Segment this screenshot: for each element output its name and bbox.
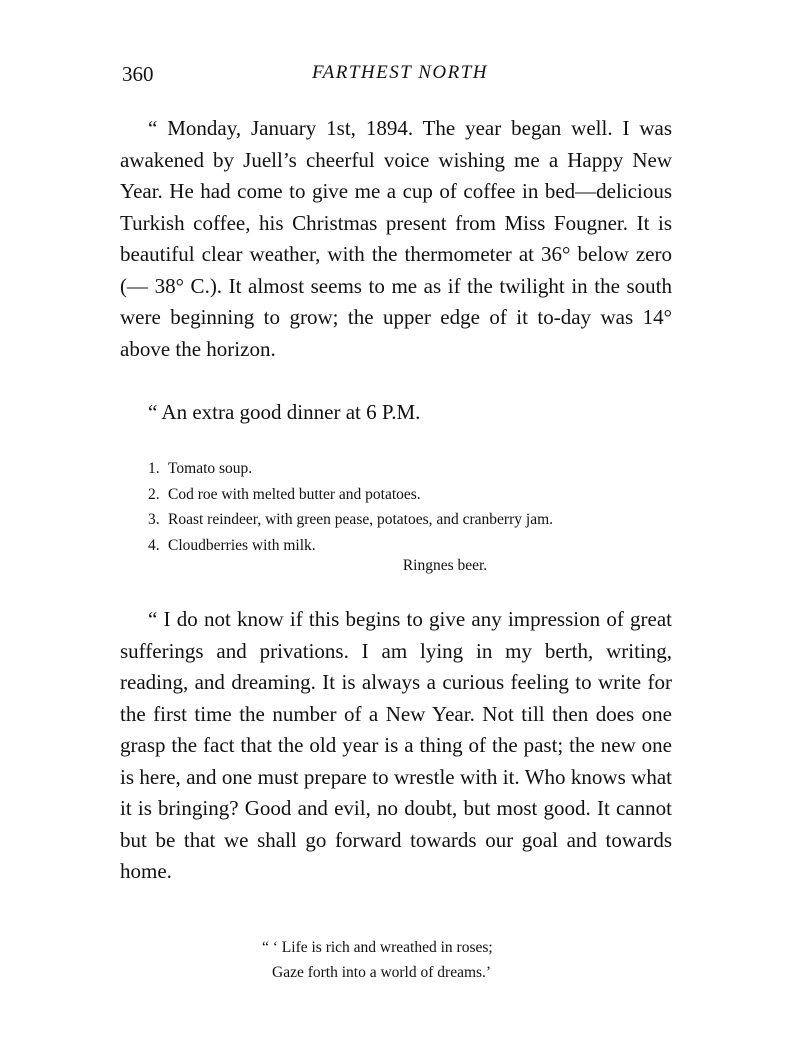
paragraph-block-1 <box>120 113 672 365</box>
paragraph-block-3 <box>120 604 672 888</box>
paragraph-dinner: “ An extra good dinner at 6 P.M. <box>148 400 421 424</box>
menu-item-text: Cod roe with melted butter and potatoes. <box>168 485 421 503</box>
menu-item-text: Tomato soup. <box>168 460 253 477</box>
menu-item-text: Roast reindeer, with green pease, potatoes, and cranberry jam. <box>168 511 554 528</box>
menu-item <box>148 456 553 482</box>
paragraph-reflection: “ I do not know if this begins to give any impression of great sufferings and privations. I am lying in my berth, writing, reading, and dreaming. It is always a curious feeling to write for the first time the number of a New Year. Not till then does one grasp the fact that the old year is a thing of the past; the new one is here, and one must prepare to wrestle with it. Who knows what it is bringing? Good and evil, no doubt, but most good. It cannot but be that we shall go forward towards our goal and towards home. <box>120 607 672 883</box>
paragraph-diary-entry: “ Monday, January 1st, 1894. The year began well. I was awakened by Juell’s cheerful voice wishing me a Happy New Year. He had come to give me a cup of coffee in bed—delicious Turkish coffee, his Christmas present from Miss Fougner. It is beautiful clear weather, with the thermometer at 36° below zero (— 38° C.). It almost seems to me as if the twilight in the south were beginning to grow; the upper edge of it to-day was 14° above the horizon. <box>120 116 672 361</box>
verse-line: “ ‘ Life is rich and wreathed in roses; <box>262 939 493 956</box>
menu-item-text: Cloudberries with milk. <box>168 536 316 554</box>
menu-item-number: 1. <box>148 460 160 477</box>
menu-item-number: 2. <box>148 485 160 503</box>
menu-item <box>148 507 553 533</box>
menu-item-number: 4. <box>148 536 160 554</box>
page-number: 360 <box>122 62 154 86</box>
paragraph-block-2 <box>120 397 672 429</box>
menu-item-number: 3. <box>148 511 160 528</box>
verse-quote <box>262 935 493 985</box>
running-title: FARTHEST NORTH <box>311 62 489 83</box>
verse-line: Gaze forth into a world of dreams.’ <box>272 964 492 981</box>
menu-item <box>148 482 553 508</box>
menu-footer: Ringnes beer. <box>402 557 488 574</box>
dinner-menu <box>148 456 553 558</box>
menu-item <box>148 533 553 559</box>
